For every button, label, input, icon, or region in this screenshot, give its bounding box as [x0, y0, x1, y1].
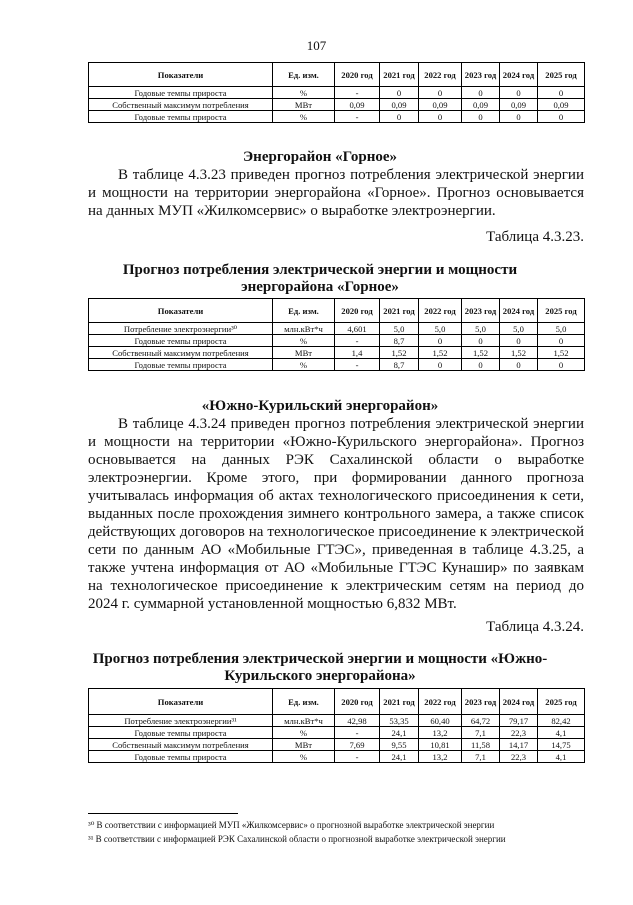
row-label: Годовые темпы прироста	[89, 359, 273, 371]
header-unit: Ед. изм.	[273, 689, 335, 715]
cell: 8,7	[380, 335, 419, 347]
cell: 0,09	[335, 99, 380, 111]
cell: 0	[462, 335, 500, 347]
cell: 0	[538, 87, 585, 99]
table-row	[89, 347, 585, 359]
header-year: 2022 год	[419, 689, 462, 715]
cell: 22,3	[500, 727, 538, 739]
cell: 10,81	[419, 739, 462, 751]
cell: 0,09	[538, 99, 585, 111]
cell: 1,52	[419, 347, 462, 359]
header-year: 2024 год	[500, 299, 538, 323]
section-heading-gornoe: Энергорайон «Горное»	[243, 149, 397, 165]
table-row	[89, 335, 585, 347]
cell: 1,52	[500, 347, 538, 359]
cell: 4,1	[538, 751, 585, 763]
header-year: 2020 год	[335, 63, 380, 87]
row-unit: млн.кВт*ч	[273, 323, 335, 335]
section-heading-yk: «Южно-Курильский энергорайон»	[201, 398, 439, 414]
header-year: 2021 год	[380, 63, 419, 87]
cell: 0	[380, 87, 419, 99]
cell: 60,40	[419, 715, 462, 727]
cell: 22,3	[500, 751, 538, 763]
cell: 14,17	[500, 739, 538, 751]
cell: 1,52	[462, 347, 500, 359]
header-year: 2021 год	[380, 689, 419, 715]
cell: -	[335, 111, 380, 123]
cell: 0	[500, 359, 538, 371]
header-unit: Ед. изм.	[273, 63, 335, 87]
cell: 0	[419, 359, 462, 371]
cell: 8,7	[380, 359, 419, 371]
cell: 0	[462, 359, 500, 371]
cell: 0	[500, 111, 538, 123]
cell: 7,69	[335, 739, 380, 751]
table-continued	[88, 62, 585, 123]
cell: 42,98	[335, 715, 380, 727]
row-unit: %	[273, 335, 335, 347]
cell: 0	[419, 335, 462, 347]
cell: 5,0	[500, 323, 538, 335]
cell: 13,2	[419, 751, 462, 763]
row-label: Потребление электроэнергии³¹	[89, 715, 273, 727]
table-title-4-3-23-line1: Прогноз потребления электрической энергии и мощности	[122, 262, 518, 278]
row-label: Годовые темпы прироста	[89, 111, 273, 123]
row-label: Годовые темпы прироста	[89, 751, 273, 763]
cell: 11,58	[462, 739, 500, 751]
paragraph-gornoe: В таблице 4.3.23 приведен прогноз потребления электрической энергии и мощности на территории энергорайона «Горное». Прогноз основывается на данных МУП «Жилкомсервис» о выработке электроэнергии.	[88, 167, 584, 219]
header-year: 2023 год	[462, 63, 500, 87]
header-year: 2020 год	[335, 689, 380, 715]
cell: 7,1	[462, 727, 500, 739]
table-row	[89, 99, 585, 111]
header-year: 2022 год	[419, 63, 462, 87]
cell: 5,0	[380, 323, 419, 335]
footnote-31: ³¹ В соответствии с информацией РЭК Сахалинской области о прогнозной выработке электрической энергии	[88, 834, 506, 844]
header-year: 2023 год	[462, 689, 500, 715]
cell: 64,72	[462, 715, 500, 727]
row-unit: %	[273, 727, 335, 739]
cell: -	[335, 335, 380, 347]
table-4-3-24	[88, 688, 585, 763]
header-year: 2023 год	[462, 299, 500, 323]
row-unit: %	[273, 87, 335, 99]
row-unit: МВт	[273, 347, 335, 359]
cell: 0	[419, 111, 462, 123]
cell: 5,0	[419, 323, 462, 335]
cell: 14,75	[538, 739, 585, 751]
cell: 9,55	[380, 739, 419, 751]
cell: 0	[538, 111, 585, 123]
header-unit: Ед. изм.	[273, 299, 335, 323]
table-row	[89, 739, 585, 751]
table-row	[89, 111, 585, 123]
cell: 24,1	[380, 727, 419, 739]
cell: 5,0	[538, 323, 585, 335]
cell: 0,09	[419, 99, 462, 111]
row-label: Потребление электроэнергии³⁰	[89, 323, 273, 335]
cell: -	[335, 359, 380, 371]
cell: 79,17	[500, 715, 538, 727]
cell: 4,1	[538, 727, 585, 739]
row-unit: %	[273, 751, 335, 763]
row-label: Годовые темпы прироста	[89, 87, 273, 99]
row-label: Собственный максимум потребления	[89, 99, 273, 111]
cell: 0,09	[462, 99, 500, 111]
cell: 0	[500, 335, 538, 347]
cell: 53,35	[380, 715, 419, 727]
header-year: 2020 год	[335, 299, 380, 323]
cell: 5,0	[462, 323, 500, 335]
cell: -	[335, 727, 380, 739]
row-unit: млн.кВт*ч	[273, 715, 335, 727]
row-unit: %	[273, 111, 335, 123]
header-indicator: Показатели	[89, 63, 273, 87]
row-unit: МВт	[273, 739, 335, 751]
cell: 0	[462, 111, 500, 123]
header-indicator: Показатели	[89, 689, 273, 715]
table-label-4-3-23: Таблица 4.3.23.	[486, 229, 584, 245]
row-label: Годовые темпы прироста	[89, 335, 273, 347]
header-year: 2022 год	[419, 299, 462, 323]
cell: 0	[538, 359, 585, 371]
footnote-divider	[88, 813, 238, 814]
header-year: 2021 год	[380, 299, 419, 323]
cell: 1,4	[335, 347, 380, 359]
table-row	[89, 87, 585, 99]
table-row	[89, 751, 585, 763]
footnote-30: ³⁰ В соответствии с информацией МУП «Жилкомсервис» о прогнозной выработке электрической энергии	[88, 820, 495, 830]
row-label: Собственный максимум потребления	[89, 739, 273, 751]
cell: 13,2	[419, 727, 462, 739]
row-unit: МВт	[273, 99, 335, 111]
table-row	[89, 359, 585, 371]
header-year: 2024 год	[500, 63, 538, 87]
cell: -	[335, 87, 380, 99]
row-label: Собственный максимум потребления	[89, 347, 273, 359]
table-title-4-3-24-line2: Курильского энергорайона»	[224, 668, 416, 684]
row-label: Годовые темпы прироста	[89, 727, 273, 739]
cell: 0	[380, 111, 419, 123]
header-year: 2024 год	[500, 689, 538, 715]
table-row	[89, 715, 585, 727]
cell: 0	[462, 87, 500, 99]
row-unit: %	[273, 359, 335, 371]
cell: 4,601	[335, 323, 380, 335]
paragraph-yk: В таблице 4.3.24 приведен прогноз потребления электрической энергии и мощности на территории «Южно-Курильского энергорайона». Прогноз основывается на данных РЭК Сахалинской области о выработке электроэнергии. Кроме этого, при формировании данного прогноза учитывалась информация об актах технологического присоединения к сети, выданных после прохождения зимнего контрольного замера, а также список действующих договоров на технологическое присоединение к электрической сети по данным АО «Мобильные ГТЭС», приведенная в таблице 4.3.25, а также учтена информация от АО «Мобильные ГТЭС Кунашир» по заявкам на технологическое присоединение к электрическим сетям на период до 2024 г. суммарной установленной мощностью 6,832 МВт.	[88, 416, 584, 612]
cell: 24,1	[380, 751, 419, 763]
cell: 0	[538, 335, 585, 347]
header-year: 2025 год	[538, 299, 585, 323]
cell: -	[335, 751, 380, 763]
page-number: 107	[306, 38, 327, 53]
cell: 1,52	[380, 347, 419, 359]
header-indicator: Показатели	[89, 299, 273, 323]
header-year: 2025 год	[538, 689, 585, 715]
cell: 0,09	[500, 99, 538, 111]
table-4-3-23	[88, 298, 585, 371]
table-row	[89, 323, 585, 335]
cell: 7,1	[462, 751, 500, 763]
table-row	[89, 727, 585, 739]
table-label-4-3-24: Таблица 4.3.24.	[486, 619, 584, 635]
table-title-4-3-24-line1: Прогноз потребления электрической энергии и мощности «Южно-	[92, 651, 548, 667]
cell: 0,09	[380, 99, 419, 111]
cell: 1,52	[538, 347, 585, 359]
table-title-4-3-23-line2: энергорайона «Горное»	[241, 279, 399, 295]
header-year: 2025 год	[538, 63, 585, 87]
cell: 82,42	[538, 715, 585, 727]
cell: 0	[419, 87, 462, 99]
cell: 0	[500, 87, 538, 99]
